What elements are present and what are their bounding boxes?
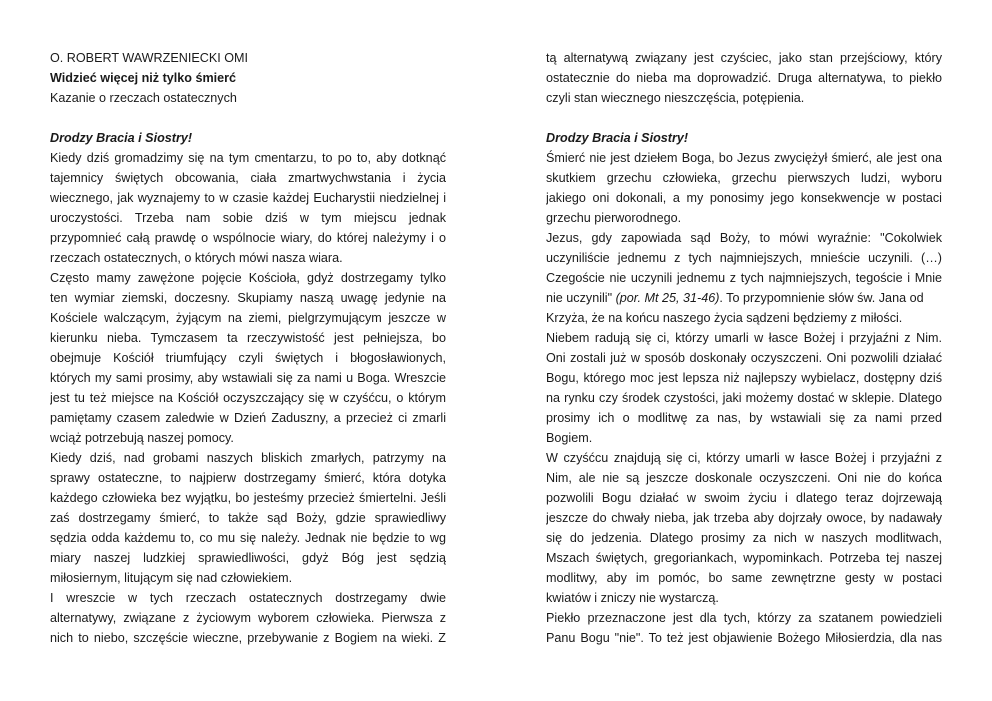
text-line: się do jedzenia. Dlatego prosimy za nich w naszych modlitwach, <box>546 531 942 545</box>
text-line: ostatecznie do nieba ma doprowadzić. Druga alternatywa, to piekło <box>546 71 942 85</box>
quote-continuation: . To przypomnienie słów św. Jana od <box>719 291 924 305</box>
text-line: Często mamy zawężone pojęcie Kościoła, gdyż dostrzegamy tylko <box>50 271 446 285</box>
text-line: sędzia odda każdemu to, co mu się należy. Jednak nie będzie to wg <box>50 531 446 545</box>
text-line: uroczystości. Trzeba nam sobie dziś w tym miejscu jednak <box>50 211 446 225</box>
text-line: każdego człowieka bez wyjątku, bo jesteśmy przecież śmiertelni. Jeśli <box>50 491 446 505</box>
text-line: zaś dostrzegamy śmierć, to także sąd Boży, gdzie sprawiedliwy <box>50 511 446 525</box>
text-line: Piekło przeznaczone jest dla tych, którzy za szatanem powiedzieli <box>546 611 942 625</box>
text-line: Kościele walczącym, żyjącym na ziemi, pielgrzymującym jeszcze w <box>50 311 446 325</box>
text-line: obejmuje Kościół triumfujący czyli świętych i błogosławionych, <box>50 351 446 365</box>
text-line: Kiedy dziś, nad grobami naszych bliskich zmarłych, patrzymy na <box>50 451 446 465</box>
sermon-title: Widzieć więcej niż tylko śmierć <box>50 71 237 85</box>
text-line: modlitwy, aby im pomóc, bo same zewnętrzne gesty w postaci <box>546 571 942 585</box>
text-line: miłosiernym, litującym się nad człowiekiem. <box>50 571 293 585</box>
text-line: jest tu też miejsce na Kościół oczyszczający się w czyśćcu, o którym <box>50 391 446 405</box>
text-line: Czegoście nie uczynili jednemu z tych najmniejszych, tegoście i Mnie <box>546 271 942 285</box>
text-line: pamiętamy czasem zaledwie w Dzień Zaduszny, a przecież ci zmarli <box>50 411 446 425</box>
text-line: kierunku nieba. Tymczasem ta rzeczywistość jest pełniejsza, bo <box>50 331 446 345</box>
text-line: Bogu, którego moc jest lepsza niż najlepszy wybielacz, dostępny dziś <box>546 371 942 385</box>
text-line: kwiatów i zniczy nie wystarczą. <box>546 591 719 605</box>
text-line: Mszach świętych, gregoriankach, wypominkach. Potrzeba tej naszej <box>546 551 942 565</box>
text-line: rzeczach ostatecznych, o których mówi nasza wiara. <box>50 251 343 265</box>
text-line: pozwolili Bogu działać w swoim życiu i dlatego teraz dojrzewają <box>546 491 942 505</box>
text-line: których my sami prosimy, aby wstawiali się za nami u Boga. Wreszcie <box>50 371 446 385</box>
right-body-text-b <box>546 308 942 648</box>
left-column <box>50 48 446 648</box>
text-line: I wreszcie w tych rzeczach ostatecznych dostrzegamy dwie <box>50 591 446 605</box>
text-line: skutkiem grzechu człowieka, grzechu pierwszych ludzi, wyboru <box>546 171 942 185</box>
text-line: Bogiem. <box>546 431 593 445</box>
text-line: alternatywy, związane z życiowym wyborem człowieka. Pierwsza z <box>50 611 446 625</box>
text-line: nich to niebo, szczęście wieczne, przebywanie z Bogiem na wieki. Z <box>50 631 446 645</box>
text-line: prosimy ich o modlitwę za nas, by wstawiali się za nami przed <box>546 411 942 425</box>
text-line: czyli stan wiecznego nieszczęścia, potępienia. <box>546 91 805 105</box>
scripture-reference: (por. Mt 25, 31-46) <box>615 291 720 305</box>
text-line: tajemnicy świętych obcowania, ciała zmartwychwstania i życia <box>50 171 446 185</box>
text-line: sprawy ostateczne, to najpierw dostrzegamy śmierć, która dotyka <box>50 471 446 485</box>
paragraph-gap <box>546 108 942 128</box>
sermon-subtitle: Kazanie o rzeczach ostatecznych <box>50 91 237 105</box>
text-line: uczyniliście jednemu z tych najmniejszych, mnieście uczynili. (…) <box>546 251 942 265</box>
quote-end-text: nie uczynili" <box>546 291 616 305</box>
text-line: Oni zostali już w sposób doskonały oczyszczeni. Oni pozwolili działać <box>546 351 942 365</box>
text-line: wiecznego, jak wyznajemy to w czasie każdej Eucharystii niedzielnej i <box>50 191 446 205</box>
text-line: grzechu pierworodnego. <box>546 211 682 225</box>
text-line: Śmierć nie jest dziełem Boga, bo Jezus zwyciężył śmierć, ale jest ona <box>546 151 942 165</box>
text-line: miary naszej ludzkiej sprawiedliwości, gdyż Bóg jest sędzią <box>50 551 446 565</box>
right-column <box>546 48 942 648</box>
text-line: jeszcze do chwały nieba, jak trzeba aby dojrzały owoce, by nadawały <box>546 511 942 525</box>
greeting-right: Drodzy Bracia i Siostry! <box>546 131 689 145</box>
text-line: W czyśćcu znajdują się ci, którzy umarli w łasce Bożej i przyjaźni z <box>546 451 942 465</box>
left-body-text <box>50 148 446 648</box>
text-line: Jezus, gdy zapowiada sąd Boży, to mówi wyraźnie: "Cokolwiek <box>546 231 942 245</box>
author-line: O. ROBERT WAWRZENIECKI OMI <box>50 51 249 65</box>
paragraph-gap <box>50 108 446 128</box>
text-line: Nim, ale nie są jeszcze doskonale oczyszczeni. Oni nie do końca <box>546 471 942 485</box>
text-line: Kiedy dziś gromadzimy się na tym cmentarzu, to po to, aby dotknąć <box>50 151 446 165</box>
text-line: wciąż potrzebują naszej pomocy. <box>50 431 234 445</box>
text-line: Niebem radują się ci, którzy umarli w łasce Bożej i przyjaźni z Nim. <box>546 331 942 345</box>
text-line: Panu Bogu "nie". To też jest objawienie Bożego Miłosierdzia, dla nas <box>546 631 942 645</box>
quote-reference-line <box>546 288 942 308</box>
right-intro-text <box>546 48 942 108</box>
text-line: przypomnieć całą prawdę o wspólnocie wiary, do której należymy i o <box>50 231 446 245</box>
text-line: tą alternatywą związany jest czyściec, jako stan przejściowy, który <box>546 51 942 65</box>
right-body-text-a <box>546 148 942 288</box>
greeting-left: Drodzy Bracia i Siostry! <box>50 131 193 145</box>
text-line: na rynku czy środek czystości, jaki możemy dostać w sklepie. Dlatego <box>546 391 942 405</box>
text-line: jakiego oni dokonali, a my ponosimy jego konsekwencje w postaci <box>546 191 942 205</box>
text-line: Krzyża, że na końcu naszego życia sądzeni będziemy z miłości. <box>546 311 903 325</box>
text-line: ten wymiar ziemski, doczesny. Skupiamy naszą uwagę jedynie na <box>50 291 446 305</box>
